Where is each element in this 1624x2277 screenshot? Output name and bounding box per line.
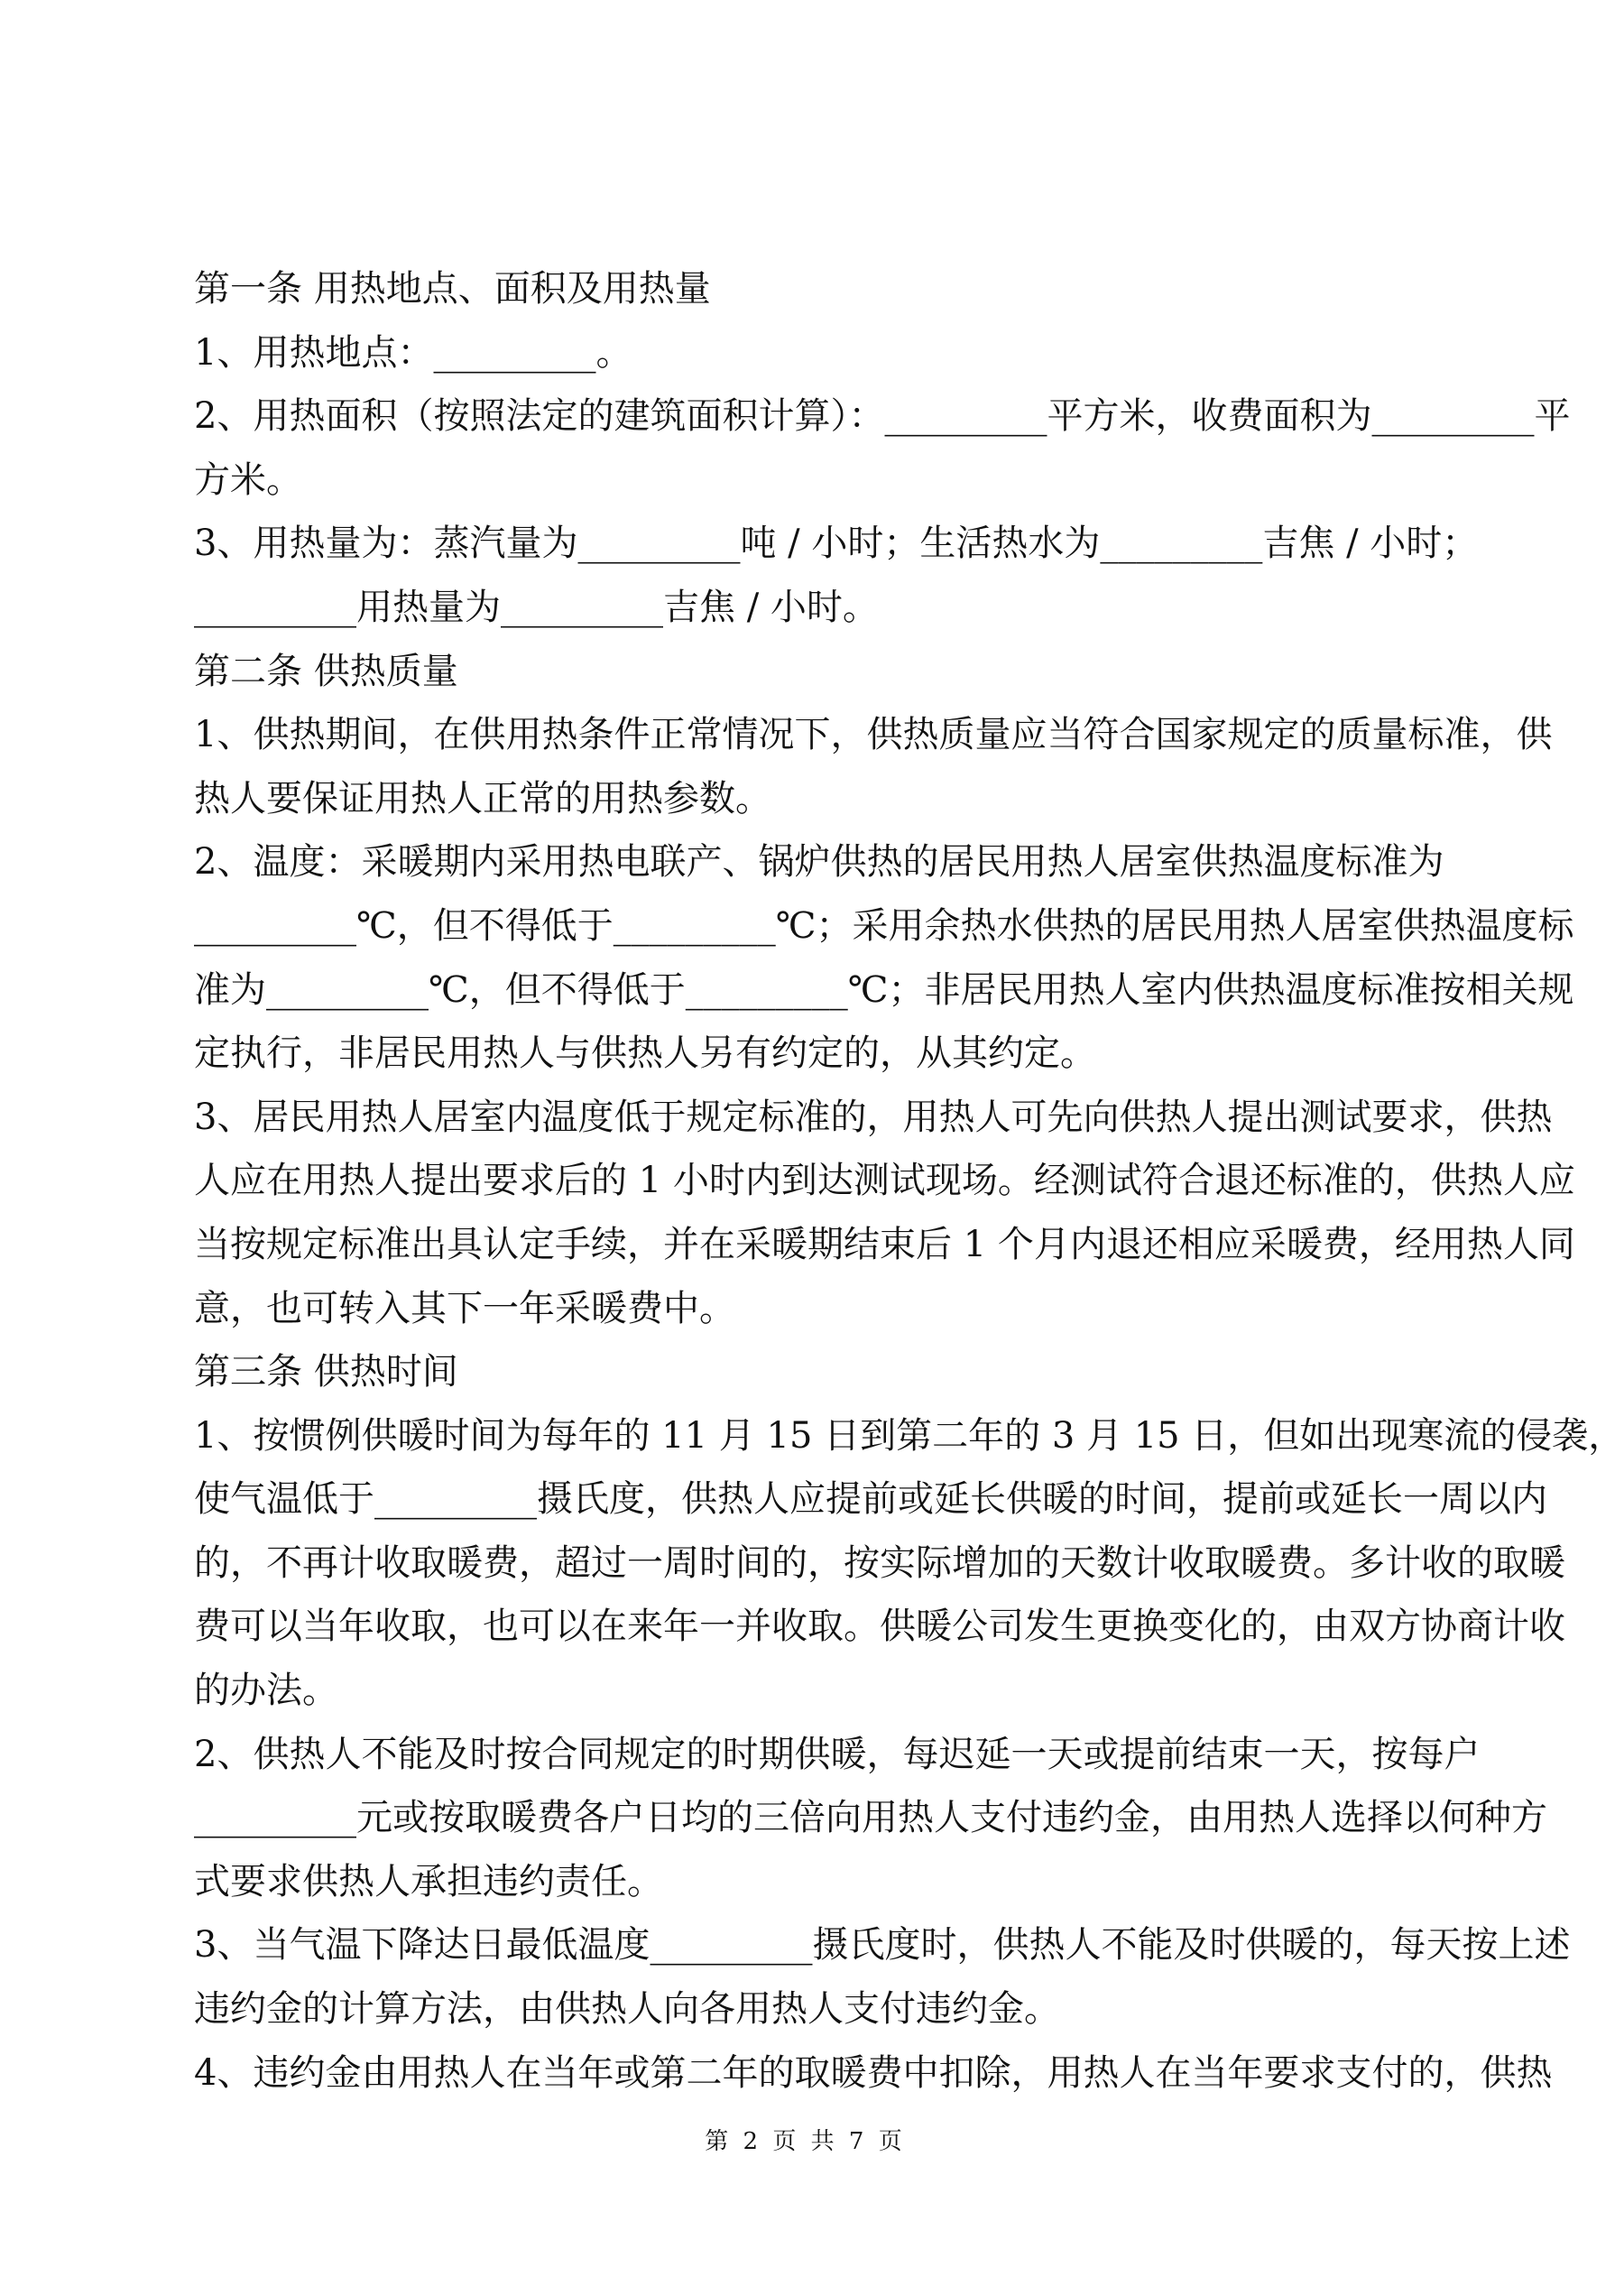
text-line: 第三条 供热时间 <box>194 1351 458 1393</box>
document-body <box>194 257 1624 2105</box>
text-line: 意，也可转入其下一年采暖费中。 <box>194 1287 735 1329</box>
text-line: 1、按惯例供暖时间为每年的 11 月 15 日到第二年的 3 月 15 日，但如出现寒流的侵袭， <box>194 1414 1624 1457</box>
text-line: 方米。 <box>194 458 302 501</box>
paragraph <box>194 2041 1553 2106</box>
text-line: 3、当气温下降达日最低温度_________摄氏度时，供热人不能及时供暖的，每天按上述 <box>194 1924 1571 1967</box>
paragraph <box>194 703 1553 830</box>
text-line: 4、违约金由用热人在当年或第二年的取暖费中扣除，用热人在当年要求支付的，供热 <box>194 2051 1553 2094</box>
page-footer: 第 2 页 共 7 页 <box>705 2128 906 2155</box>
text-line: 准为_________℃，但不得低于_________℃；非居民用热人室内供热温度标准按相关规 <box>194 968 1574 1011</box>
text-line: 2、供热人不能及时按合同规定的时期供暖，每迟延一天或提前结束一天，按每户 <box>194 1733 1481 1775</box>
paragraph <box>194 640 1427 704</box>
text-line: 违约金的计算方法，由供热人向各用热人支付违约金。 <box>194 1988 1060 2031</box>
text-line: 当按规定标准出具认定手续，并在采暖期结束后 1 个月内退还相应采暖费，经用热人同 <box>194 1223 1575 1265</box>
text-line: _________用热量为_________吉焦 / 小时。 <box>194 586 879 628</box>
paragraph <box>194 830 1574 1085</box>
text-line: 使气温低于_________摄氏度，供热人应提前或延长供暖的时间，提前或延长一周以内 <box>194 1478 1547 1521</box>
text-line: 的办法。 <box>194 1670 338 1712</box>
paragraph <box>194 257 1427 321</box>
text-line: 的，不再计收取暖费，超过一周时间的，按实际增加的天数计收取暖费。多计收的取暖 <box>194 1541 1565 1584</box>
paragraph <box>194 1086 1575 1340</box>
text-line: 3、居民用热人居室内温度低于规定标准的，用热人可先向供热人提出测试要求，供热 <box>194 1096 1553 1138</box>
paragraph <box>194 512 1479 639</box>
paragraph <box>194 321 1427 385</box>
text-line: 式要求供热人承担违约责任。 <box>194 1860 663 1902</box>
text-line: 第一条 用热地点、面积及用热量 <box>194 268 711 310</box>
paragraph <box>194 1723 1547 1914</box>
text-line: 第二条 供热质量 <box>194 650 458 692</box>
text-line: 3、用热量为：蒸汽量为_________吨 / 小时；生活热水为_________吉焦 / 小时； <box>194 523 1479 565</box>
paragraph <box>194 1404 1624 1723</box>
text-line: 2、用热面积（按照法定的建筑面积计算）：_________平方米，收费面积为_________平 <box>194 395 1571 438</box>
paragraph <box>194 384 1571 512</box>
text-line: 1、供热期间，在供用热条件正常情况下，供热质量应当符合国家规定的质量标准，供 <box>194 714 1553 756</box>
text-line: _________元或按取暖费各户日均的三倍向用热人支付违约金，由用热人选择以何种方 <box>194 1797 1547 1839</box>
paragraph <box>194 1340 1427 1404</box>
text-line: 定执行，非居民用热人与供热人另有约定的，从其约定。 <box>194 1032 1096 1075</box>
text-line: 1、用热地点：_________。 <box>194 331 632 374</box>
text-line: 人应在用热人提出要求后的 1 小时内到达测试现场。经测试符合退还标准的，供热人应 <box>194 1160 1575 1202</box>
text-line: 热人要保证用热人正常的用热参数。 <box>194 777 771 819</box>
text-line: _________℃，但不得低于_________℃；采用余热水供热的居民用热人居室供热温度标 <box>194 904 1574 947</box>
text-line: 2、温度：采暖期内采用热电联产、锅炉供热的居民用热人居室供热温度标准为 <box>194 841 1444 884</box>
paragraph <box>194 1913 1571 2041</box>
text-line: 费可以当年收取，也可以在来年一并收取。供暖公司发生更换变化的，由双方协商计收 <box>194 1606 1565 1648</box>
